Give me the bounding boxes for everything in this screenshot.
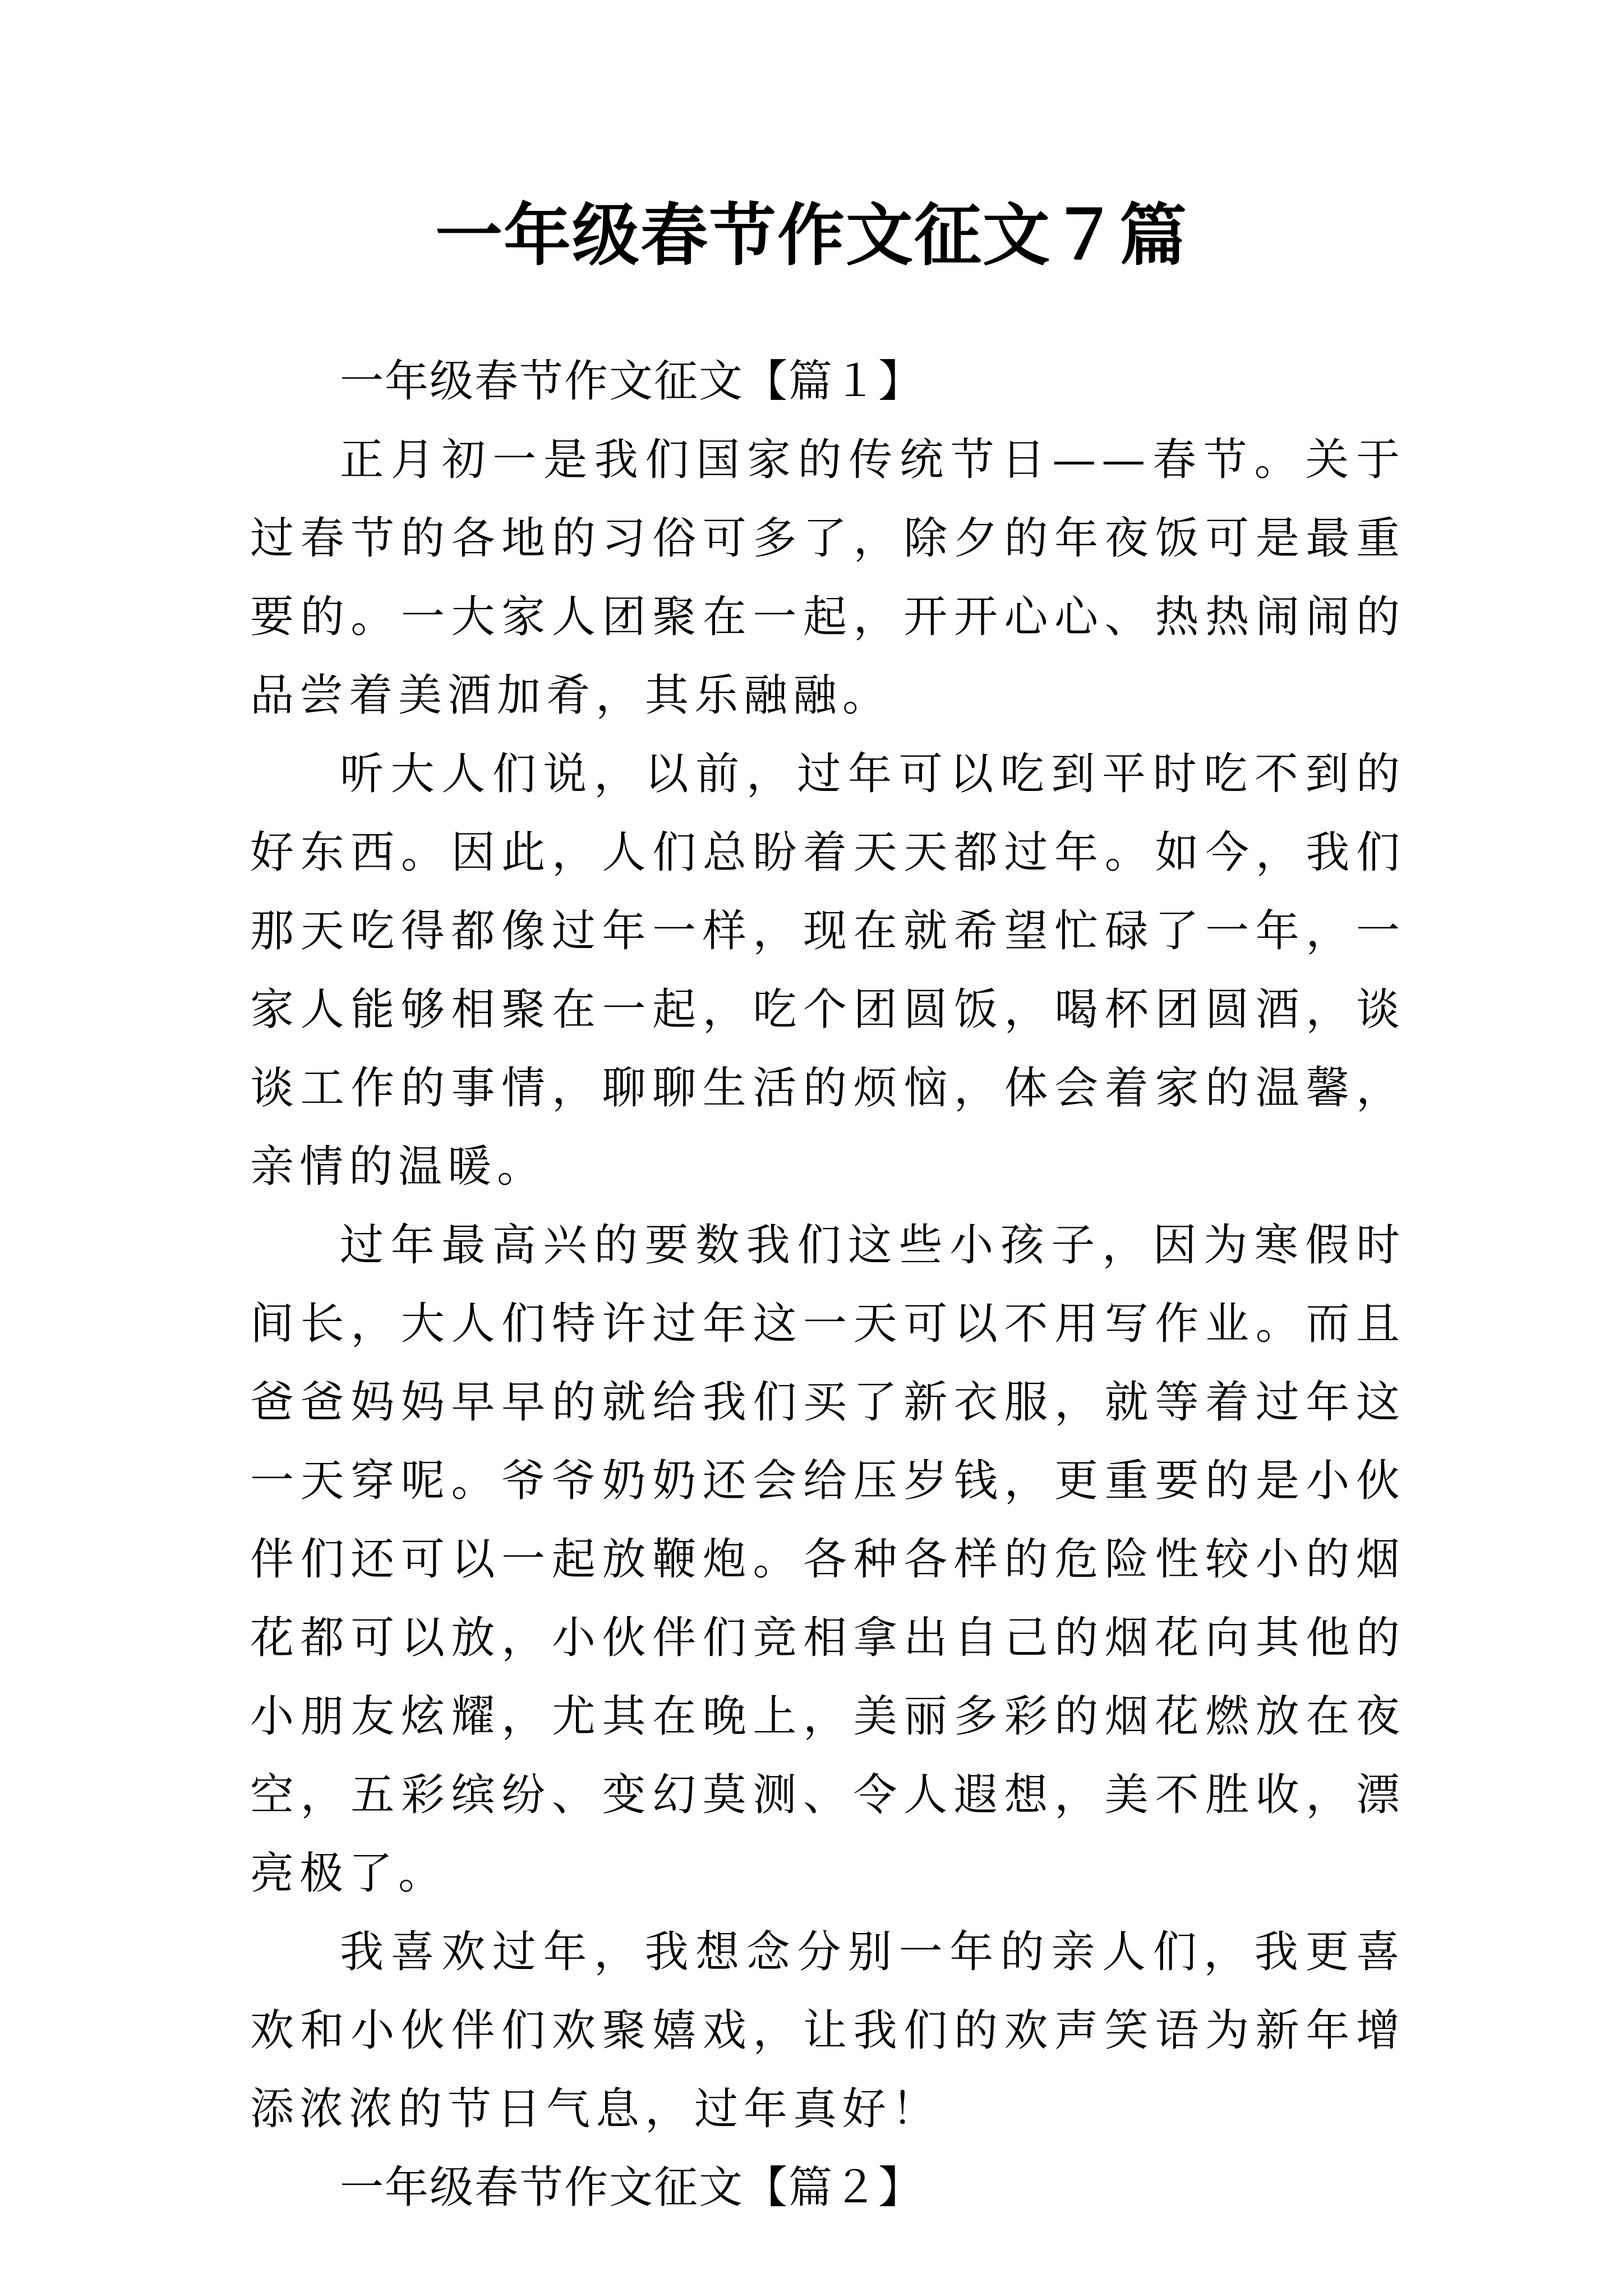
paragraph: 过年最高兴的要数我们这些小孩子，因为寒假时间长，大人们特许过年这一天可以不用写作业。而且爸爸妈妈早早的就给我们买了新衣服，就等着过年这一天穿呢。爷爷奶奶还会给压岁钱，更重要的是小伙伴们还可以一起放鞭炮。各种各样的危险性较小的烟花都可以放，小伙伴们竞相拿出自己的烟花向其他的小朋友炫耀，尤其在晚上，美丽多彩的烟花燃放在夜空，五彩缤纷、变幻莫测、令人遐想，美不胜收，漂亮极了。 — [250, 1220, 1405, 1899]
section-heading: 一年级春节作文征文【篇２】 — [340, 2162, 924, 2213]
paragraph: 正月初一是我们国家的传统节日——春节。关于过春节的各地的习俗可多了，除夕的年夜饭可是最重要的。一大家人团聚在一起，开开心心、热热闹闹的品尝着美酒加肴，其乐融融。 — [250, 435, 1405, 721]
document-title: 一年级春节作文征文７篇 — [435, 196, 1188, 275]
document-body — [250, 342, 1405, 2227]
paragraph: 我喜欢过年，我想念分别一年的亲人们，我更喜欢和小伙伴们欢聚嬉戏，让我们的欢声笑语为新年增添浓浓的节日气息，过年真好！ — [250, 1927, 1405, 2134]
section-heading: 一年级春节作文征文【篇１】 — [340, 356, 924, 407]
paragraph: 听大人们说，以前，过年可以吃到平时吃不到的好东西。因此，人们总盼着天天都过年。如今，我们那天吃得都像过年一样，现在就希望忙碌了一年，一家人能够相聚在一起，吃个团圆饭，喝杯团圆酒，谈谈工作的事情，聊聊生活的烦恼，体会着家的温馨，亲情的温暖。 — [250, 749, 1405, 1192]
